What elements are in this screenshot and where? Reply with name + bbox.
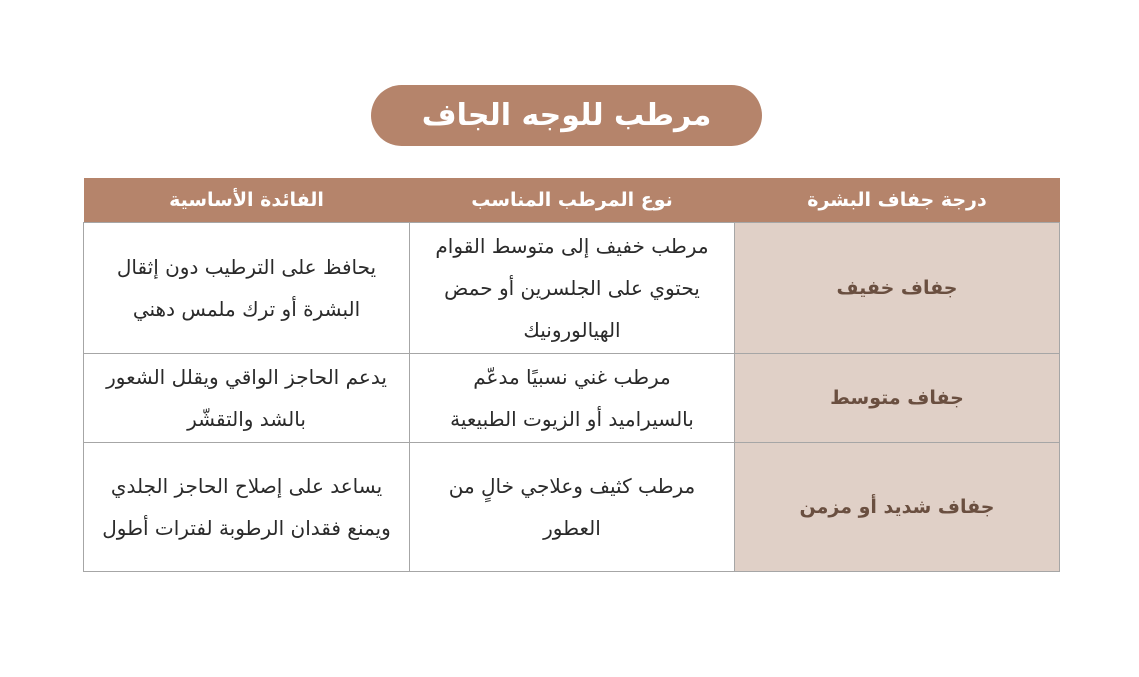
table-row — [84, 223, 1060, 354]
dryness-level-cell: جفاف متوسط — [735, 354, 1060, 443]
dryness-level-cell: جفاف شديد أو مزمن — [735, 443, 1060, 572]
benefit-cell: يساعد على إصلاح الحاجز الجلدي ويمنع فقدان الرطوبة لفترات أطول — [84, 443, 410, 572]
moisturizer-type-cell: مرطب غني نسبيًا مدعّم بالسيراميد أو الزيوت الطبيعية — [410, 354, 735, 443]
table-row — [84, 354, 1060, 443]
table-header-row — [84, 178, 1060, 223]
header-main-benefit: الفائدة الأساسية — [84, 178, 410, 223]
page-title: مرطب للوجه الجاف — [371, 85, 762, 146]
moisturizer-type-cell: مرطب خفيف إلى متوسط القوام يحتوي على الجلسرين أو حمض الهيالورونيك — [410, 223, 735, 354]
table-row — [84, 443, 1060, 572]
header-dryness-level: درجة جفاف البشرة — [735, 178, 1060, 223]
dryness-level-cell: جفاف خفيف — [735, 223, 1060, 354]
header-moisturizer-type: نوع المرطب المناسب — [410, 178, 735, 223]
moisturizer-type-cell: مرطب كثيف وعلاجي خالٍ من العطور — [410, 443, 735, 572]
benefit-cell: يدعم الحاجز الواقي ويقلل الشعور بالشد والتقشّر — [84, 354, 410, 443]
dryness-moisturizer-table — [83, 178, 1060, 572]
benefit-cell: يحافظ على الترطيب دون إثقال البشرة أو ترك ملمس دهني — [84, 223, 410, 354]
